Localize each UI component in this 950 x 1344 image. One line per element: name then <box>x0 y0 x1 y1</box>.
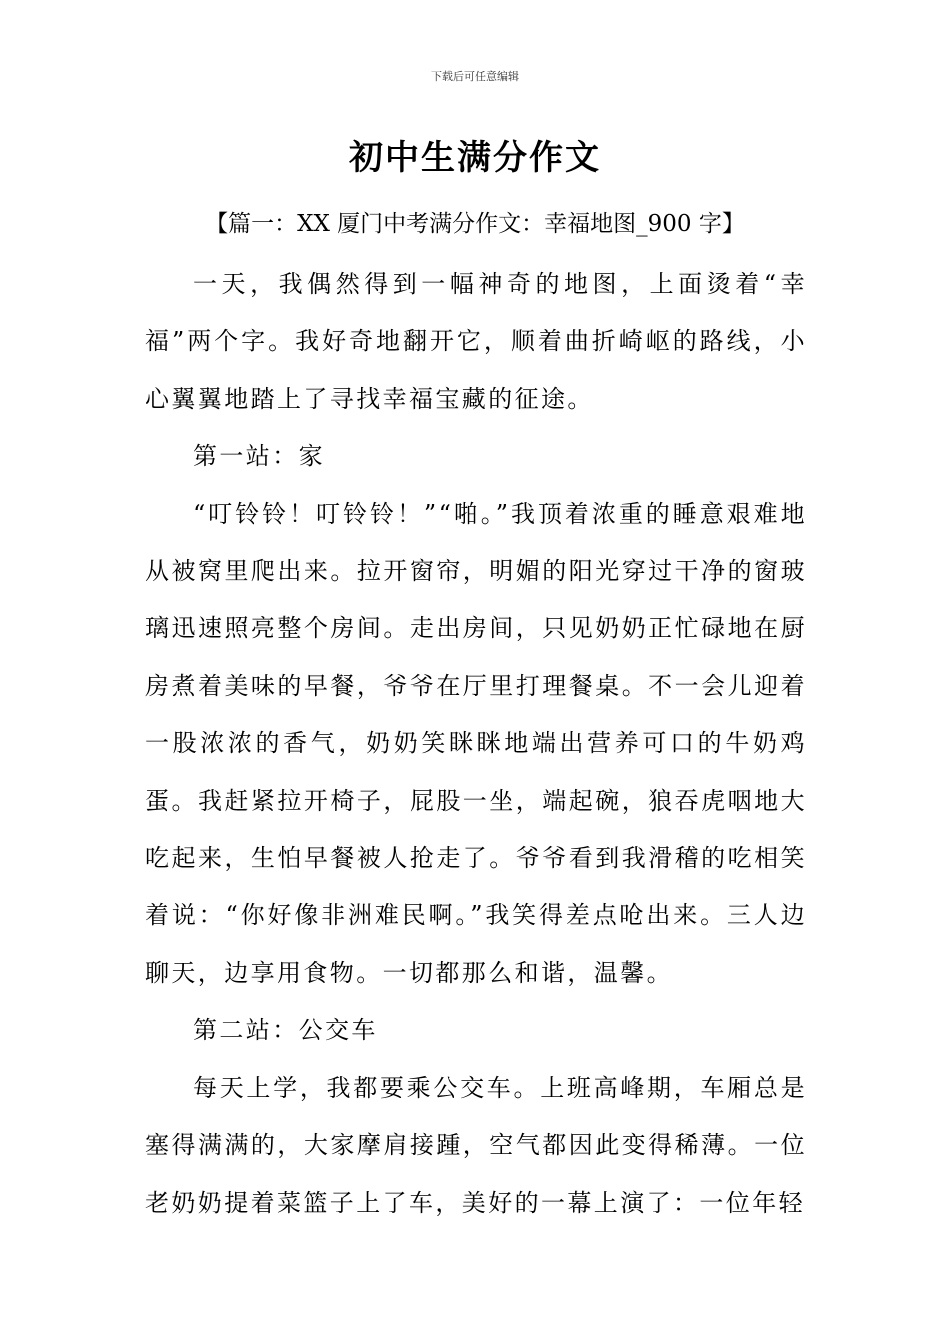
document-title: 初中生满分作文 <box>349 138 601 178</box>
paragraph-intro: 一天，我偶然得到一幅神奇的地图，上面烫着“幸福”两个字。我好奇地翻开它，顺着曲折崎岖的路线，小心翼翼地踏上了寻找幸福宝藏的征途。 <box>145 270 807 413</box>
paragraph-home: “叮铃铃！叮铃铃！”“啪。”我顶着浓重的睡意艰难地从被窝里爬出来。拉开窗帘，明媚的阳光穿过干净的窗玻璃迅速照亮整个房间。走出房间，只见奶奶正忙碌地在厨房煮着美味的早餐，爷爷在厅里打理餐桌。不一会儿迎着一股浓浓的香气，奶奶笑眯眯地端出营养可口的牛奶鸡蛋。我赶紧拉开椅子，屁股一坐，端起碗，狼吞虎咽地大吃起来，生怕早餐被人抢走了。爷爷看到我滑稽的吃相笑着说：“你好像非洲难民啊。”我笑得差点呛出来。三人边聊天，边享用食物。一切都那么和谐，温馨。 <box>145 499 807 987</box>
section-heading: 【篇一：XX 厦门中考满分作文：幸福地图_900 字】 <box>205 211 745 237</box>
paragraph-station-one-heading: 第一站：家 <box>193 442 325 471</box>
essay-body <box>145 256 807 1232</box>
page-header-note: 下载后可任意编辑 <box>431 70 519 83</box>
paragraph-bus: 每天上学，我都要乘公交车。上班高峰期，车厢总是塞得满满的，大家摩肩接踵，空气都因此变得稀薄。一位老奶奶提着菜篮子上了车，美好的一幕上演了：一位年轻 <box>145 1073 807 1217</box>
paragraph-station-two-heading: 第二站：公交车 <box>193 1016 378 1045</box>
